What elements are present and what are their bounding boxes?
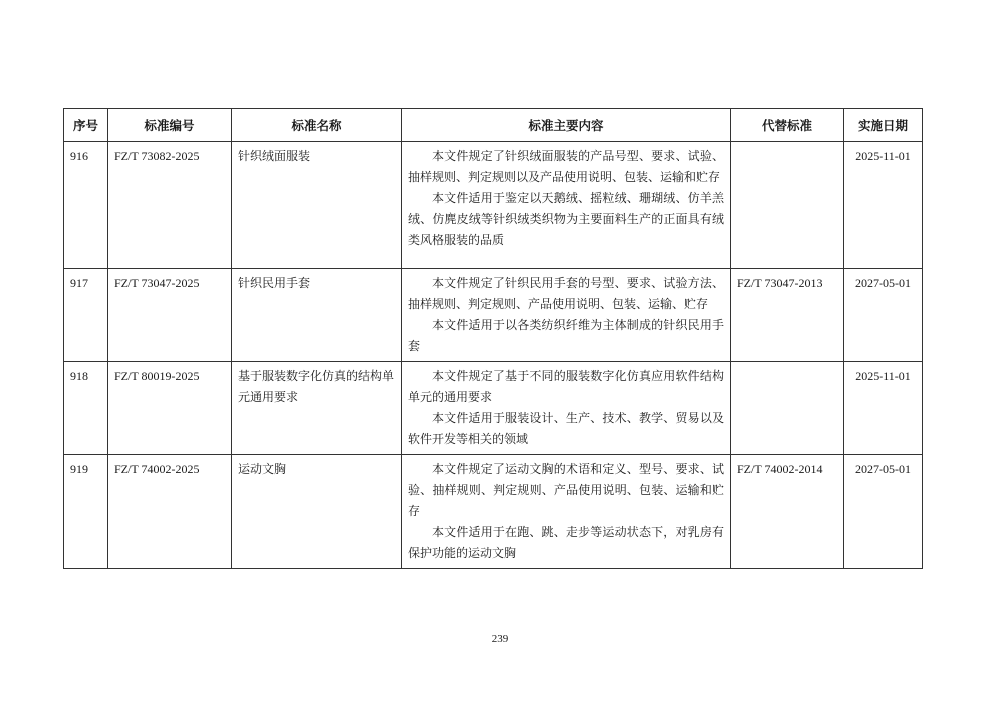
content-applicability: 本文件适用于鉴定以天鹅绒、摇粒绒、珊瑚绒、仿羊羔绒、仿麂皮绒等针织绒类织物为主要面料生产的正面具有绒类风格服装的品质 (408, 191, 724, 247)
row-name: 运动文胸 (232, 455, 402, 569)
table-row (64, 269, 923, 362)
header-code: 标准编号 (108, 109, 232, 142)
standards-table (63, 108, 923, 569)
row-replaces (731, 142, 844, 269)
row-content (402, 455, 731, 569)
content-applicability: 本文件适用于以各类纺织纤维为主体制成的针织民用手套 (408, 318, 724, 353)
content-scope: 本文件规定了运动文胸的术语和定义、型号、要求、试验、抽样规则、判定规则、产品使用说明、包装、运输和贮存 (408, 462, 724, 518)
content-scope: 本文件规定了基于不同的服装数字化仿真应用软件结构单元的通用要求 (408, 369, 724, 404)
row-date: 2027-05-01 (844, 269, 923, 362)
row-date: 2025-11-01 (844, 362, 923, 455)
row-name: 针织民用手套 (232, 269, 402, 362)
table-row (64, 362, 923, 455)
header-date: 实施日期 (844, 109, 923, 142)
row-name: 针织绒面服装 (232, 142, 402, 269)
row-seq: 919 (64, 455, 108, 569)
row-date: 2025-11-01 (844, 142, 923, 269)
row-replaces: FZ/T 73047-2013 (731, 269, 844, 362)
row-content (402, 269, 731, 362)
content-applicability: 本文件适用于服装设计、生产、技术、教学、贸易以及软件开发等相关的领域 (408, 411, 724, 446)
row-date: 2027-05-01 (844, 455, 923, 569)
header-name: 标准名称 (232, 109, 402, 142)
table-row (64, 455, 923, 569)
row-replaces: FZ/T 74002-2014 (731, 455, 844, 569)
row-seq: 918 (64, 362, 108, 455)
header-content: 标准主要内容 (402, 109, 731, 142)
table-row (64, 142, 923, 269)
row-content (402, 142, 731, 269)
content-applicability: 本文件适用于在跑、跳、走步等运动状态下，对乳房有保护功能的运动文胸 (408, 525, 724, 560)
row-code: FZ/T 74002-2025 (108, 455, 232, 569)
row-name: 基于服装数字化仿真的结构单元通用要求 (232, 362, 402, 455)
row-seq: 916 (64, 142, 108, 269)
header-replaces: 代替标准 (731, 109, 844, 142)
content-scope: 本文件规定了针织绒面服装的产品号型、要求、试验、抽样规则、判定规则以及产品使用说明、包装、运输和贮存 (408, 149, 724, 184)
row-seq: 917 (64, 269, 108, 362)
content-scope: 本文件规定了针织民用手套的号型、要求、试验方法、抽样规则、判定规则、产品使用说明、包装、运输、贮存 (408, 276, 724, 311)
row-code: FZ/T 80019-2025 (108, 362, 232, 455)
header-seq: 序号 (64, 109, 108, 142)
row-code: FZ/T 73082-2025 (108, 142, 232, 269)
row-replaces (731, 362, 844, 455)
row-code: FZ/T 73047-2025 (108, 269, 232, 362)
page-number: 239 (491, 633, 509, 645)
table-header-row (64, 109, 923, 142)
row-content (402, 362, 731, 455)
